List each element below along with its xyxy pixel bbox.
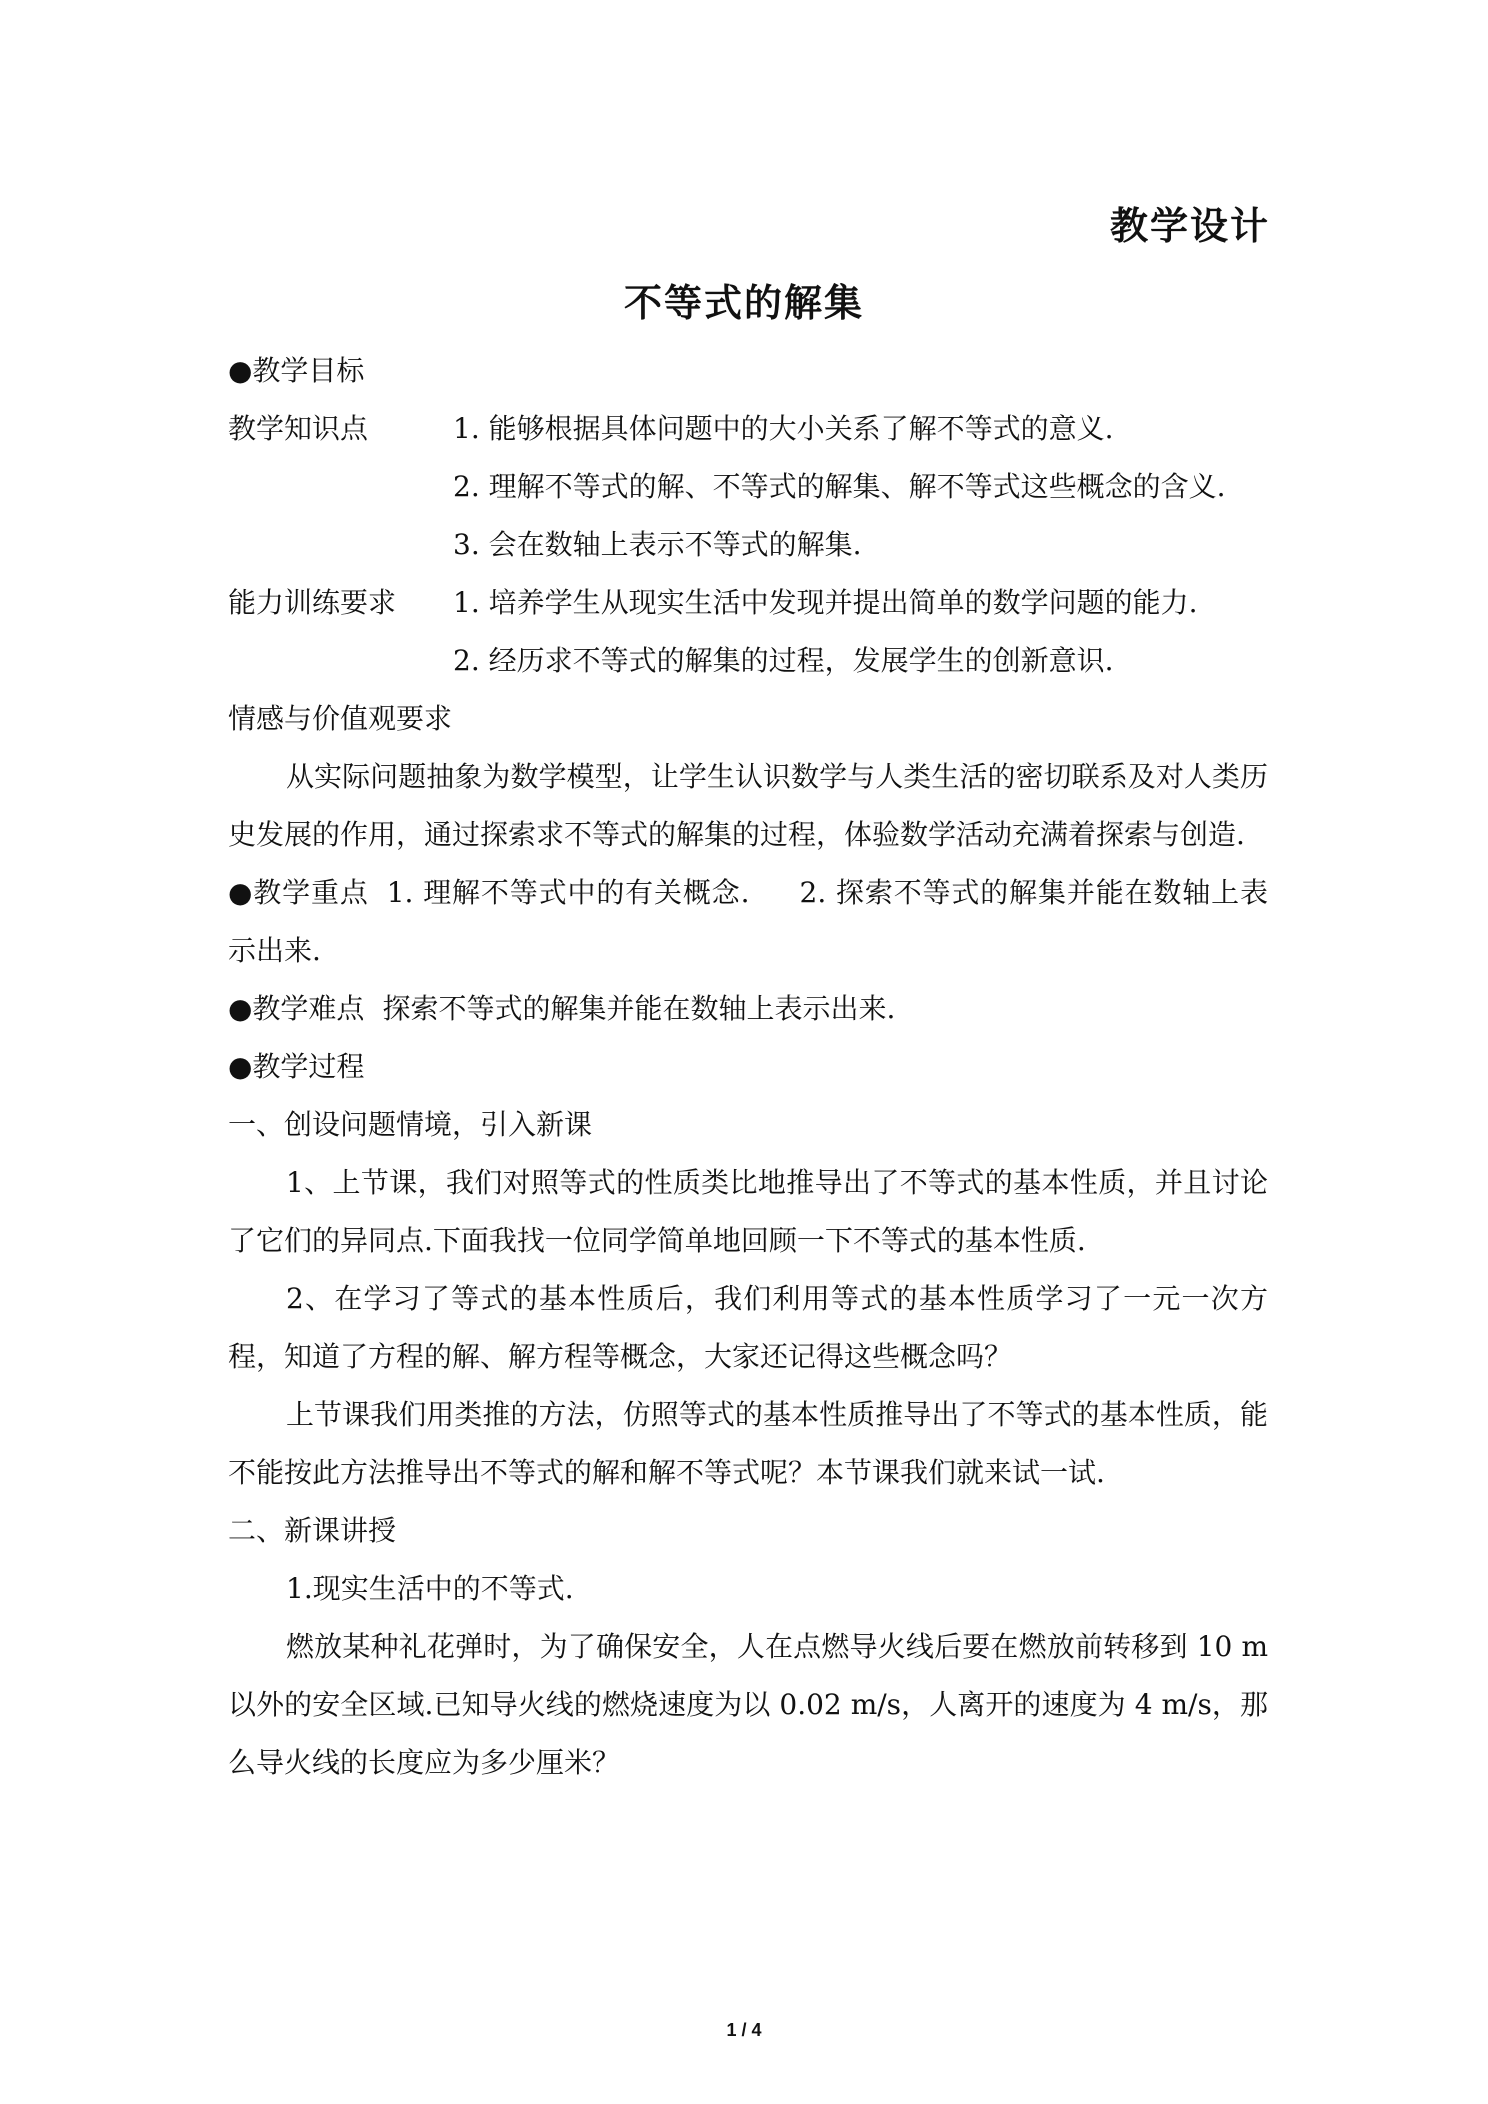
knowledge-item-1: 1. 能够根据具体问题中的大小关系了解不等式的意义. [453,412,1114,445]
objectives-heading: ●教学目标 [228,354,365,387]
doc-title: 不等式的解集 [623,281,864,325]
key-point-2: 2. 探索不等式的解集并能在数轴上表示出来. [228,876,1268,967]
difficulty-heading: ●教学难点 [228,992,365,1025]
ability-item-1: 1. 培养学生从现实生活中发现并提出简单的数学问题的能力. [453,586,1198,619]
section1-title: 一、创设问题情境，引入新课 [228,1108,593,1141]
knowledge-item-3: 3. 会在数轴上表示不等式的解集. [453,528,862,561]
key-points-heading: ●教学重点 [228,876,369,909]
difficulty-text: 探索不等式的解集并能在数轴上表示出来. [382,992,896,1025]
knowledge-row-1 [228,400,1268,458]
ability-label: 能力训练要求 [228,586,397,619]
ability-row-1 [228,574,1268,632]
section2-subtitle: 1.现实生活中的不等式. [286,1572,574,1605]
process-heading: ●教学过程 [228,1050,365,1083]
ability-item-2: 2. 经历求不等式的解集的过程，发展学生的创新意识. [453,644,1114,677]
key-point-1: 1. 理解不等式中的有关概念. [386,876,750,909]
emotion-label: 情感与价值观要求 [228,702,453,735]
knowledge-item-2: 2. 理解不等式的解、不等式的解集、解不等式这些概念的含义. [453,470,1226,503]
section1-paragraph-1: 1、上节课，我们对照等式的性质类比地推导出了不等式的基本性质，并且讨论了它们的异同点.下面我找一位同学简单地回顾一下不等式的基本性质. [228,1166,1268,1257]
section1-paragraph-3: 上节课我们用类推的方法，仿照等式的基本性质推导出了不等式的基本性质，能不能按此方法推导出不等式的解和解不等式呢？本节课我们就来试一试. [228,1398,1268,1489]
key-points [228,864,1268,980]
knowledge-label: 教学知识点 [228,412,369,445]
section2-title: 二、新课讲授 [228,1514,397,1547]
difficulty [228,980,1268,1038]
doc-type-heading: 教学设计 [1109,204,1270,248]
page-number: 1 / 4 [726,2020,762,2040]
emotion-paragraph: 从实际问题抽象为数学模型，让学生认识数学与人类生活的密切联系及对人类历史发展的作用，通过探索求不等式的解集的过程，体验数学活动充满着探索与创造. [228,760,1268,851]
document-body [228,342,1268,1792]
section2-paragraph: 燃放某种礼花弹时，为了确保安全，人在点燃导火线后要在燃放前转移到 10 m 以外的安全区域.已知导火线的燃烧速度为以 0.02 m/s，人离开的速度为 4 m/s，那么导火线的长度应为多少厘米？ [228,1630,1268,1779]
section1-paragraph-2: 2、在学习了等式的基本性质后，我们利用等式的基本性质学习了一元一次方程，知道了方程的解、解方程等概念，大家还记得这些概念吗？ [228,1282,1268,1373]
